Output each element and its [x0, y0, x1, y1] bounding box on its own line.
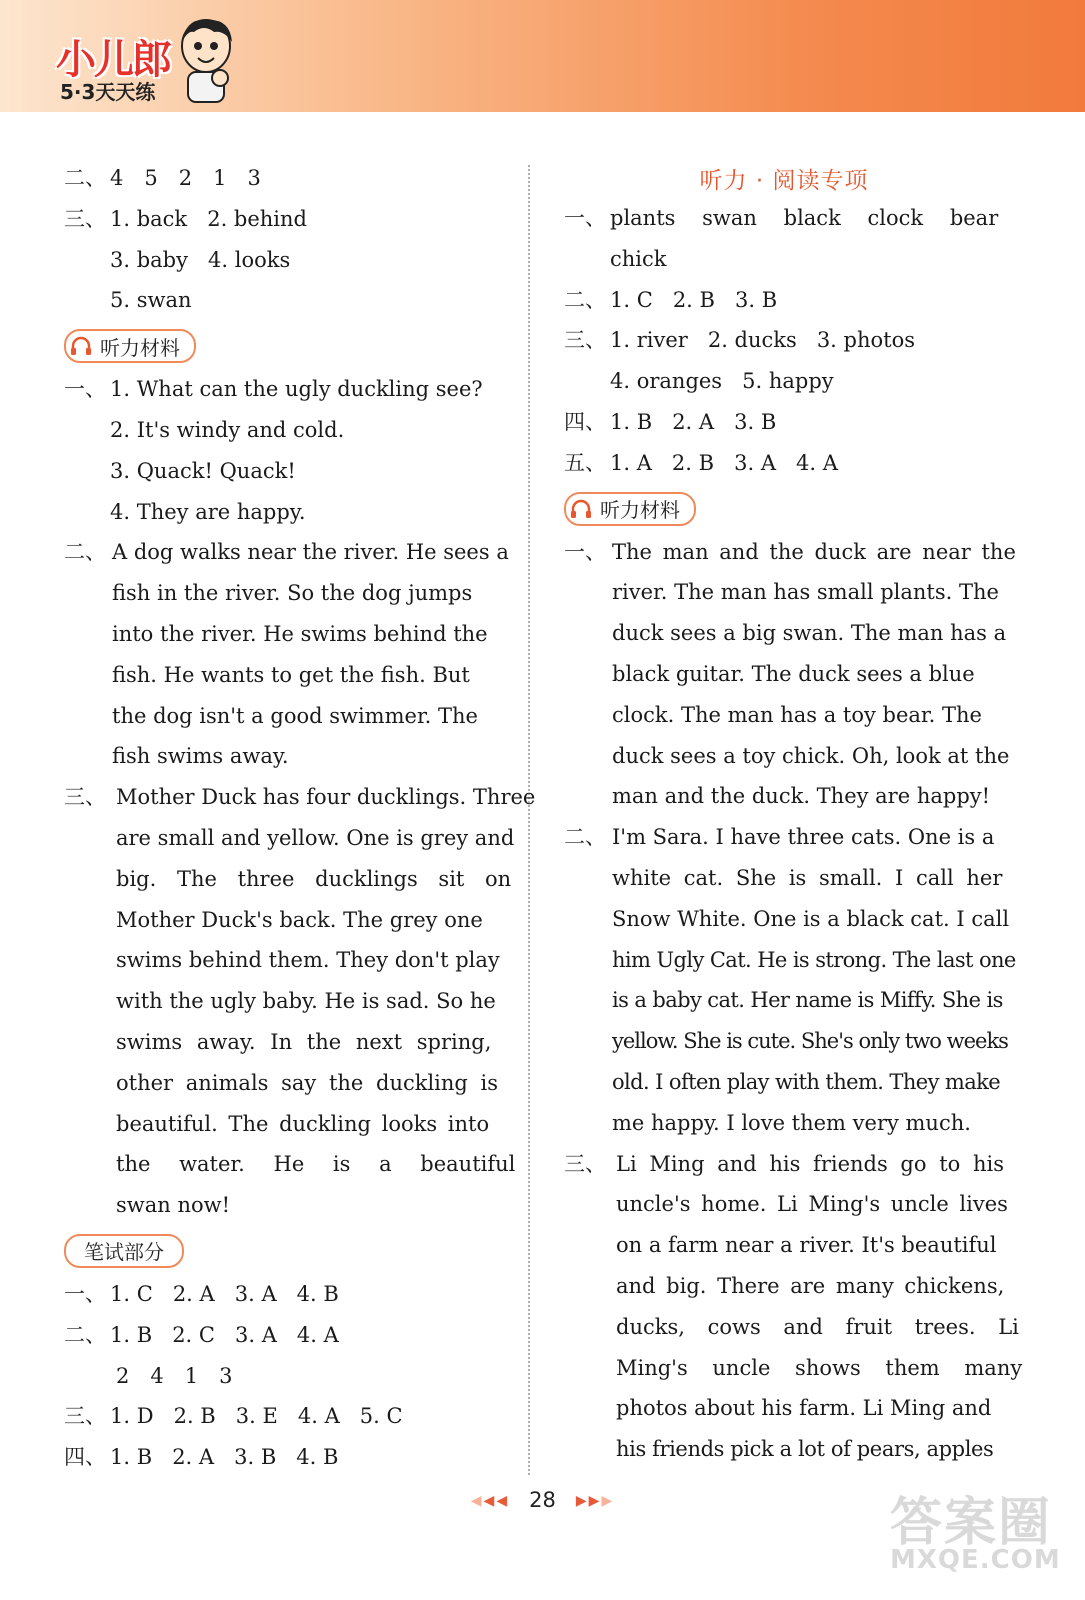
column-divider [528, 165, 530, 1475]
page-number: 28 [529, 1488, 556, 1512]
passage-line: fish swims away. [112, 744, 289, 769]
written-part-tag: 笔试部分 [64, 1234, 184, 1268]
listening-material-tag: 听力材料 [564, 492, 696, 526]
brand-logo [56, 24, 236, 108]
answer-line: 四、 1. B 2. A 3. B 4. B [64, 1445, 339, 1470]
logo-subtitle: 5·3天天练 [60, 80, 156, 104]
answer-line: 3. Quack! Quack! [110, 458, 296, 483]
listening-material-tag: 听力材料 [64, 329, 196, 363]
answer-line: 一、 1. C 2. A 3. A 4. B [64, 1281, 339, 1306]
passage-line: his friends pick a lot of pears, apples [616, 1437, 994, 1462]
answer-line: chick [610, 246, 667, 271]
passage-line: The man and the duck are near the [612, 539, 1016, 564]
passage-line: duck sees a big swan. The man has a [612, 621, 1007, 646]
logo-title: 小儿郎 [56, 37, 170, 83]
answer-line: 二、 4 5 2 1 3 [64, 166, 261, 190]
answer-line: 5. swan [110, 288, 192, 313]
headphones-icon [570, 499, 592, 519]
left-column [64, 158, 536, 1478]
passage-line: me happy. I love them very much. [612, 1110, 971, 1135]
passage-line: swan now! [116, 1193, 231, 1218]
passage-line: swims away. In the next spring, [116, 1029, 492, 1054]
answer-line: 2. It's windy and cold. [110, 417, 345, 442]
passage-line: uncle's home. Li Ming's uncle lives [616, 1192, 1008, 1217]
passage-line: man and the duck. They are happy! [612, 784, 991, 809]
passage-line: fish in the river. So the dog jumps [112, 581, 473, 606]
answer-line: 一、 plants swan black clock bear [564, 206, 999, 230]
passage-line: swims behind them. They don't play [116, 948, 500, 973]
passage-two: 二、 I'm Sara. I have three cats. One is a white cat. She is small. I call her Snow White. One is a black cat. I call him Ugly Cat. He is strong. The last one is a baby cat. Her name is Miffy. She is yellow. She is cute. She's only two weeks old. I often play with them. They make me happy. I love them very much. [564, 817, 1004, 1143]
passage-line: the dog isn't a good swimmer. The [112, 703, 478, 728]
answer-line: 4. They are happy. [110, 499, 306, 524]
answer-line: 三、 1. back 2. behind [64, 206, 307, 231]
passage-line: the water. He is a beautiful [116, 1152, 516, 1177]
passage-line: Mother Duck's back. The grey one [116, 907, 483, 932]
passage-line: Ming's uncle shows them many [616, 1355, 1023, 1380]
passage-line: A dog walks near the river. He sees a [112, 540, 509, 565]
passage-line: is a baby cat. Her name is Miffy. She is [612, 988, 1003, 1013]
passage-line: yellow. She is cute. She's only two weeks [612, 1029, 1008, 1054]
answer-line: 三、 1. river 2. ducks 3. photos [564, 328, 915, 353]
passage-line: into the river. He swims behind the [112, 621, 488, 646]
passage-line: Snow White. One is a black cat. I call [612, 906, 1010, 931]
passage-line: I'm Sara. I have three cats. One is a [612, 825, 995, 850]
passage-line: on a farm near a river. It's beautiful [616, 1233, 997, 1258]
passage-line: old. I often play with them. They make [612, 1069, 1001, 1094]
passage-line: ducks, cows and fruit trees. Li [616, 1314, 1019, 1339]
prev-arrows-icon: ◀◀◀ [470, 1493, 510, 1509]
passage-line: Mother Duck has four ducklings. Three [116, 785, 536, 810]
passage-line: big. The three ducklings sit on [116, 866, 512, 891]
page-header [0, 0, 1085, 112]
answer-line: 4. oranges 5. happy [610, 369, 834, 394]
answer-line: 三、 1. D 2. B 3. E 4. A 5. C [64, 1404, 403, 1429]
passage-line: river. The man has small plants. The [612, 580, 999, 605]
passage-one: 一、 The man and the duck are near the river. The man has small plants. The duck sees a big swan. The man has a black guitar. The duck sees a blue clock. The man has a toy bear. The duck sees a toy chick. Oh, look at the man and the duck. They are happy! [564, 532, 1004, 818]
passage-three: 三、 Mother Duck has four ducklings. Three are small and yellow. One is grey and big. The three ducklings sit on Mother Duck's back. The grey one swims behind them. They don't play with the ugly baby. He is sad. So he swims away. In the next spring, other animals say the duckling is beautiful. The duckling looks into the water. He is a beautiful swan now! [64, 777, 514, 1226]
passage-line: and big. There are many chickens, [616, 1273, 1005, 1298]
passage-line: fish. He wants to get the fish. But [112, 662, 470, 687]
answer-line: 五、 1. A 2. B 3. A 4. A [564, 450, 838, 475]
answer-line: 四、 1. B 2. A 3. B [564, 409, 777, 434]
passage-line: him Ugly Cat. He is strong. The last one [612, 947, 1016, 972]
cartoon-boy-icon [174, 16, 238, 106]
passage-line: other animals say the duckling is [116, 1070, 499, 1095]
answer-line: 二、 1. C 2. B 3. B [564, 287, 778, 312]
passage-line: white cat. She is small. I call her [612, 865, 1003, 890]
passage-line: Li Ming and his friends go to his [616, 1151, 1004, 1176]
passage-line: duck sees a toy chick. Oh, look at the [612, 743, 1010, 768]
watermark: 答案圈 MXQE.COM [890, 1493, 1061, 1575]
headphones-icon [70, 336, 92, 356]
answer-line: 二、 1. B 2. C 3. A 4. A [64, 1322, 339, 1347]
passage-three: 三、 Li Ming and his friends go to his uncle's home. Li Ming's uncle lives on a farm near a river. It's beautiful and big. There are many chickens, ducks, cows and fruit trees. Li Ming's uncle shows them many photos about his farm. Li Ming and his friends pick a lot of pears, apples [564, 1144, 1004, 1470]
answer-line: 2 4 1 3 [116, 1363, 233, 1388]
next-arrows-icon: ▶▶▶ [575, 1493, 615, 1509]
right-column [564, 158, 1023, 1470]
passage-line: are small and yellow. One is grey and [116, 825, 515, 850]
passage-line: black guitar. The duck sees a blue [612, 661, 975, 686]
answer-line: 一、 1. What can the ugly duckling see? [64, 377, 483, 402]
passage-two: 二、 A dog walks near the river. He sees a fish in the river. So the dog jumps into the river. He swims behind the fish. He wants to get the fish. But the dog isn't a good swimmer. The fish swims away. [64, 532, 514, 777]
passage-line: beautiful. The duckling looks into [116, 1111, 490, 1136]
passage-line: with the ugly baby. He is sad. So he [116, 989, 496, 1014]
answer-line: 3. baby 4. looks [110, 247, 291, 272]
passage-line: photos about his farm. Li Ming and [616, 1396, 992, 1421]
passage-line: clock. The man has a toy bear. The [612, 702, 982, 727]
section-title: 听力 · 阅读专项 [699, 168, 869, 194]
